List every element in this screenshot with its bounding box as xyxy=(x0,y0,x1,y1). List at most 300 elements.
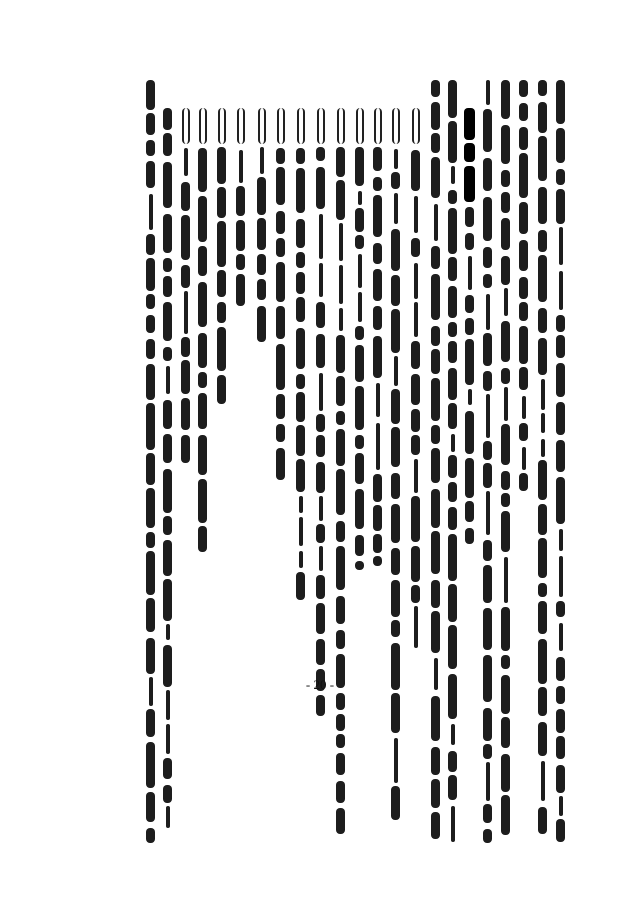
script-glyph-run xyxy=(198,393,207,429)
script-glyph-run xyxy=(373,505,382,531)
script-glyph-run xyxy=(448,482,457,502)
script-glyph-run xyxy=(146,551,155,595)
script-glyph-run xyxy=(483,565,492,603)
script-glyph-run xyxy=(374,108,382,144)
script-glyph-run xyxy=(519,326,528,364)
script-glyph-run xyxy=(448,80,457,118)
script-glyph-run xyxy=(451,166,455,184)
script-glyph-run xyxy=(260,147,264,174)
script-glyph-run xyxy=(519,302,528,321)
script-glyph-run xyxy=(163,108,172,130)
script-glyph-run xyxy=(163,434,172,463)
script-glyph-run xyxy=(448,322,457,337)
script-glyph-run xyxy=(465,339,474,385)
script-glyph-run xyxy=(391,275,400,306)
script-glyph-run xyxy=(336,546,345,590)
script-glyph-run xyxy=(358,191,362,205)
script-glyph-run xyxy=(296,168,305,213)
script-glyph-run xyxy=(448,403,457,429)
script-glyph-run xyxy=(319,263,323,297)
script-glyph-run xyxy=(448,208,457,254)
script-glyph-run xyxy=(448,584,457,622)
script-glyph-run xyxy=(296,219,305,248)
script-glyph-run xyxy=(556,601,565,617)
script-glyph-run xyxy=(181,182,190,211)
script-glyph-run xyxy=(166,366,170,394)
script-glyph-run xyxy=(501,170,510,187)
script-glyph-run xyxy=(276,167,285,205)
script-glyph-run xyxy=(296,572,305,600)
script-glyph-run xyxy=(336,734,345,748)
script-glyph-run xyxy=(146,113,155,135)
script-glyph-run xyxy=(522,396,526,419)
script-glyph-run xyxy=(296,252,305,268)
script-glyph-run xyxy=(431,157,440,198)
script-glyph-run xyxy=(146,234,155,255)
script-glyph-run xyxy=(184,148,188,176)
script-glyph-run xyxy=(411,435,420,455)
script-glyph-run xyxy=(319,496,323,521)
script-glyph-run xyxy=(465,458,474,498)
script-glyph-run xyxy=(297,108,305,144)
script-glyph-run xyxy=(296,272,305,294)
text-column xyxy=(195,0,211,905)
script-glyph-run xyxy=(501,192,510,213)
script-glyph-run xyxy=(448,625,457,669)
script-glyph-run xyxy=(391,389,400,424)
script-glyph-run xyxy=(556,736,565,759)
script-glyph-run xyxy=(538,722,547,756)
script-glyph-run xyxy=(317,108,325,144)
script-glyph-run xyxy=(431,80,440,97)
script-glyph-run xyxy=(411,409,420,432)
script-glyph-run xyxy=(163,469,172,513)
script-glyph-run xyxy=(236,254,245,270)
script-glyph-run xyxy=(519,202,528,234)
script-glyph-run xyxy=(394,738,398,783)
script-glyph-run xyxy=(163,162,172,208)
script-glyph-run xyxy=(181,360,190,394)
script-glyph-run xyxy=(217,221,226,267)
script-glyph-run xyxy=(276,262,285,302)
text-column xyxy=(480,0,496,905)
script-glyph-run xyxy=(163,258,172,272)
script-glyph-run xyxy=(336,429,345,466)
script-glyph-run xyxy=(483,247,492,268)
script-glyph-run xyxy=(519,103,528,121)
script-glyph-run xyxy=(146,294,155,309)
script-glyph-run xyxy=(501,795,510,835)
script-glyph-run xyxy=(218,108,226,144)
script-glyph-run xyxy=(239,150,243,183)
script-glyph-run xyxy=(522,447,526,470)
text-column xyxy=(445,0,461,905)
script-glyph-run xyxy=(198,196,207,242)
script-glyph-run xyxy=(556,440,565,472)
script-glyph-run xyxy=(236,186,245,216)
script-glyph-run xyxy=(431,326,440,346)
script-glyph-run xyxy=(501,80,510,119)
script-glyph-run xyxy=(414,196,418,233)
script-glyph-run xyxy=(391,229,400,271)
script-glyph-run xyxy=(146,828,155,843)
script-glyph-run xyxy=(465,501,474,522)
script-glyph-run xyxy=(198,282,207,327)
script-glyph-run xyxy=(556,765,565,793)
script-glyph-run xyxy=(538,807,547,834)
script-glyph-run xyxy=(163,758,172,779)
script-glyph-run xyxy=(355,345,364,382)
script-glyph-run xyxy=(166,624,170,640)
script-glyph-run xyxy=(431,611,440,653)
script-glyph-run xyxy=(465,295,474,313)
script-glyph-run xyxy=(299,551,303,568)
script-glyph-run xyxy=(355,147,364,186)
script-glyph-run xyxy=(217,302,226,323)
text-column xyxy=(428,0,444,905)
script-glyph-run xyxy=(448,507,457,530)
script-glyph-run xyxy=(198,526,207,552)
script-glyph-run xyxy=(276,306,285,339)
script-glyph-run xyxy=(373,336,382,378)
script-glyph-run xyxy=(465,207,474,227)
text-column xyxy=(143,0,159,905)
script-glyph-run xyxy=(486,762,490,801)
script-glyph-run xyxy=(336,808,345,834)
script-glyph-run xyxy=(163,302,172,341)
script-glyph-run xyxy=(556,709,565,733)
script-glyph-run xyxy=(296,148,305,164)
script-glyph-run xyxy=(373,269,382,301)
script-glyph-run xyxy=(163,540,172,576)
script-glyph-run xyxy=(198,333,207,368)
script-glyph-run xyxy=(411,341,420,369)
script-glyph-run xyxy=(355,208,364,232)
script-glyph-run xyxy=(146,638,155,674)
script-glyph-run xyxy=(559,227,563,265)
script-glyph-run xyxy=(391,580,400,617)
script-glyph-run xyxy=(316,639,325,665)
script-glyph-run xyxy=(486,394,490,438)
script-glyph-run xyxy=(355,326,364,340)
script-glyph-run xyxy=(336,147,345,177)
text-column xyxy=(535,0,551,905)
script-glyph-run xyxy=(431,274,440,320)
text-column xyxy=(160,0,176,905)
script-glyph-run xyxy=(296,459,305,492)
script-glyph-run xyxy=(541,439,545,457)
script-glyph-run xyxy=(184,291,188,334)
script-glyph-run xyxy=(448,286,457,318)
script-glyph-run xyxy=(146,453,155,485)
script-glyph-run xyxy=(319,373,323,411)
script-glyph-run xyxy=(376,383,380,417)
text-column xyxy=(498,0,514,905)
script-glyph-run xyxy=(316,695,325,716)
script-glyph-run xyxy=(411,546,420,582)
script-glyph-run xyxy=(556,335,565,358)
script-glyph-run xyxy=(181,215,190,260)
script-glyph-run xyxy=(556,128,565,163)
text-column xyxy=(370,0,386,905)
script-glyph-run xyxy=(373,195,382,237)
script-glyph-run xyxy=(276,424,285,442)
script-glyph-run xyxy=(237,108,245,144)
script-glyph-run xyxy=(316,414,325,432)
script-glyph-run xyxy=(411,374,420,405)
script-glyph-run xyxy=(448,341,457,363)
script-glyph-run xyxy=(448,534,457,581)
script-glyph-run xyxy=(373,474,382,502)
script-glyph-run xyxy=(538,230,547,252)
script-glyph-run xyxy=(538,504,547,535)
script-glyph-run xyxy=(501,607,510,651)
script-glyph-run xyxy=(431,531,440,574)
page-number: - 20 - xyxy=(305,677,335,692)
script-glyph-run xyxy=(336,469,345,515)
script-glyph-run xyxy=(556,189,565,224)
script-glyph-run xyxy=(486,80,490,105)
script-glyph-run xyxy=(538,583,547,597)
script-glyph-run xyxy=(394,149,398,169)
script-glyph-run xyxy=(316,603,325,634)
script-glyph-run xyxy=(296,425,305,456)
script-glyph-run xyxy=(501,511,510,552)
script-glyph-run xyxy=(556,477,565,524)
script-glyph-run xyxy=(355,489,364,529)
script-glyph-run xyxy=(336,521,345,542)
text-column xyxy=(214,0,230,905)
script-glyph-run xyxy=(412,108,420,144)
script-glyph-run xyxy=(163,133,172,156)
script-glyph-run xyxy=(276,394,285,419)
script-glyph-run xyxy=(559,796,563,816)
script-glyph-run xyxy=(181,337,190,357)
script-glyph-run xyxy=(483,463,492,488)
script-glyph-run xyxy=(199,108,207,144)
script-glyph-run xyxy=(355,435,364,449)
script-glyph-run xyxy=(538,80,547,96)
script-glyph-run xyxy=(448,368,457,400)
script-glyph-run xyxy=(538,255,547,302)
script-glyph-run xyxy=(411,585,420,603)
script-glyph-run xyxy=(451,724,455,745)
script-glyph-run xyxy=(541,379,545,410)
script-glyph-run xyxy=(296,392,305,422)
script-glyph-run xyxy=(431,133,440,153)
script-glyph-run xyxy=(336,753,345,775)
script-glyph-run xyxy=(556,363,565,397)
script-glyph-run xyxy=(501,493,510,507)
script-glyph-run xyxy=(501,321,510,362)
script-glyph-run xyxy=(431,349,440,374)
script-glyph-run xyxy=(236,220,245,251)
script-glyph-run xyxy=(431,696,440,741)
script-glyph-run xyxy=(355,561,364,570)
script-glyph-run xyxy=(336,376,345,406)
script-glyph-run xyxy=(483,158,492,191)
script-glyph-run xyxy=(336,714,345,731)
script-glyph-run xyxy=(376,423,380,470)
script-glyph-run xyxy=(431,779,440,808)
script-glyph-run xyxy=(276,344,285,390)
script-glyph-run xyxy=(257,177,266,215)
script-glyph-run xyxy=(217,375,226,404)
text-column xyxy=(388,0,404,905)
script-glyph-run xyxy=(276,238,285,257)
script-glyph-run xyxy=(538,308,547,333)
script-glyph-run xyxy=(559,271,563,310)
script-glyph-run xyxy=(146,709,155,737)
script-glyph-run xyxy=(483,274,492,288)
script-glyph-run xyxy=(355,453,364,484)
script-glyph-run xyxy=(519,473,528,491)
script-glyph-run xyxy=(373,534,382,553)
script-glyph-run xyxy=(182,108,190,144)
script-glyph-run xyxy=(483,109,492,152)
script-glyph-run xyxy=(257,279,266,300)
text-column xyxy=(352,0,368,905)
script-glyph-run xyxy=(181,398,190,430)
script-glyph-run xyxy=(556,402,565,435)
script-glyph-run xyxy=(483,371,492,391)
script-glyph-run xyxy=(198,479,207,523)
script-glyph-run xyxy=(468,389,472,405)
script-glyph-run xyxy=(538,601,547,634)
script-glyph-run xyxy=(163,579,172,621)
script-glyph-run xyxy=(163,214,172,253)
script-glyph-run xyxy=(316,302,325,328)
script-glyph-run xyxy=(483,708,492,741)
script-glyph-run xyxy=(501,125,510,164)
script-glyph-run xyxy=(448,190,457,204)
script-glyph-run xyxy=(465,233,474,250)
script-glyph-run xyxy=(483,540,492,561)
script-glyph-run xyxy=(257,306,266,342)
script-glyph-run xyxy=(319,214,323,259)
script-glyph-run xyxy=(541,413,545,433)
script-glyph-run xyxy=(355,386,364,430)
script-glyph-run xyxy=(519,367,528,390)
script-glyph-run xyxy=(501,471,510,490)
script-glyph-run xyxy=(538,460,547,500)
script-glyph-run xyxy=(217,327,226,371)
script-glyph-run xyxy=(146,364,155,400)
script-glyph-run xyxy=(276,148,285,164)
script-glyph-run xyxy=(431,425,440,444)
script-glyph-run xyxy=(217,270,226,297)
script-glyph-run xyxy=(519,153,528,198)
script-glyph-run xyxy=(146,742,155,788)
script-glyph-run xyxy=(299,517,303,546)
script-glyph-run xyxy=(236,274,245,306)
script-glyph-run xyxy=(434,204,438,241)
script-glyph-run xyxy=(411,496,420,542)
script-glyph-run xyxy=(538,338,547,375)
script-glyph-run xyxy=(217,187,226,218)
script-glyph-run xyxy=(464,143,475,162)
script-glyph-run xyxy=(501,424,510,465)
script-glyph-run xyxy=(336,411,345,425)
script-glyph-run xyxy=(483,804,492,823)
script-glyph-run xyxy=(339,223,343,261)
script-glyph-run xyxy=(431,448,440,483)
script-glyph-run xyxy=(146,488,155,528)
script-glyph-run xyxy=(431,102,440,130)
script-glyph-run xyxy=(559,529,563,551)
script-glyph-run xyxy=(519,80,528,97)
text-column xyxy=(462,0,478,905)
text-column xyxy=(408,0,424,905)
script-glyph-run xyxy=(448,775,457,800)
script-glyph-run xyxy=(391,548,400,575)
script-glyph-run xyxy=(355,235,364,249)
script-glyph-run xyxy=(316,167,325,209)
script-glyph-run xyxy=(411,150,420,191)
script-glyph-run xyxy=(339,265,343,304)
script-glyph-run xyxy=(504,288,508,316)
script-glyph-run xyxy=(336,180,345,220)
script-glyph-run xyxy=(465,411,474,454)
script-glyph-run xyxy=(431,378,440,421)
script-glyph-run xyxy=(519,423,528,441)
script-glyph-run xyxy=(296,374,305,389)
script-glyph-run xyxy=(483,744,492,759)
script-glyph-run xyxy=(431,489,440,528)
script-glyph-run xyxy=(468,256,472,290)
script-glyph-run xyxy=(355,535,364,556)
script-glyph-run xyxy=(501,368,510,384)
script-glyph-run xyxy=(373,177,382,191)
script-glyph-run xyxy=(337,108,345,144)
script-glyph-run xyxy=(373,556,382,566)
script-glyph-run xyxy=(501,218,510,250)
script-glyph-run xyxy=(296,328,305,369)
script-glyph-run xyxy=(299,496,303,513)
script-glyph-run xyxy=(336,630,345,649)
script-glyph-run xyxy=(336,781,345,803)
script-glyph-run xyxy=(181,435,190,463)
script-glyph-run xyxy=(296,297,305,322)
script-glyph-run xyxy=(336,693,345,710)
script-glyph-run xyxy=(519,240,528,271)
script-glyph-run xyxy=(277,108,285,144)
script-glyph-run xyxy=(336,596,345,624)
script-glyph-run xyxy=(163,347,172,361)
script-glyph-run xyxy=(198,148,207,192)
script-glyph-run xyxy=(198,435,207,475)
script-glyph-run xyxy=(146,339,155,359)
script-glyph-run xyxy=(414,263,418,299)
script-glyph-run xyxy=(501,655,510,669)
text-column xyxy=(233,0,249,905)
script-glyph-run xyxy=(146,140,155,156)
script-glyph-run xyxy=(373,306,382,330)
text-column xyxy=(333,0,349,905)
script-glyph-run xyxy=(391,693,400,733)
script-glyph-run xyxy=(504,387,508,421)
script-glyph-run xyxy=(373,243,382,264)
script-glyph-run xyxy=(559,623,563,651)
script-glyph-run xyxy=(556,80,565,124)
script-glyph-run xyxy=(257,254,266,275)
script-glyph-run xyxy=(556,819,565,842)
script-glyph-run xyxy=(146,598,155,632)
script-glyph-run xyxy=(391,786,400,820)
script-glyph-run xyxy=(556,315,565,332)
script-glyph-run xyxy=(391,427,400,467)
script-glyph-run xyxy=(316,147,325,161)
